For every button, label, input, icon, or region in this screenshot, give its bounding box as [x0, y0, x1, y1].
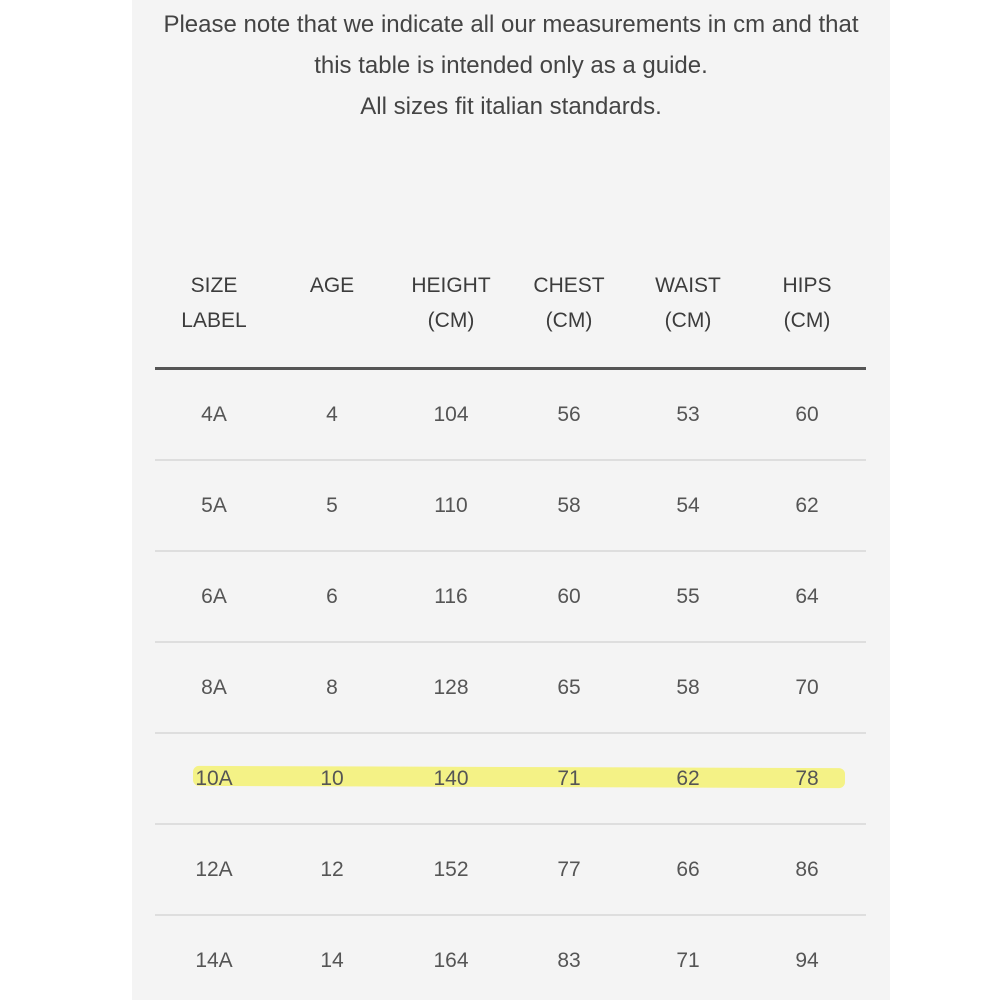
table-row [155, 643, 866, 734]
cell-size-label: 5A [201, 494, 227, 517]
cell-height: 116 [434, 585, 468, 608]
cell-waist: 53 [676, 403, 700, 426]
cell-hips: 62 [795, 494, 819, 517]
cell-height: 110 [434, 494, 468, 517]
cell-hips: 86 [795, 858, 819, 881]
header-waist: WAIST (CM) [655, 274, 721, 332]
cell-age: 8 [326, 676, 338, 699]
cell-hips: 78 [795, 767, 819, 790]
cell-size-label: 6A [201, 585, 227, 608]
header-hips: HIPS (CM) [782, 274, 832, 332]
table-row [155, 370, 866, 461]
table-row [155, 552, 866, 643]
header-height: HEIGHT (CM) [411, 274, 491, 332]
header-chest: CHEST (CM) [533, 274, 605, 332]
cell-size-label: 10A [195, 767, 233, 790]
cell-chest: 77 [557, 858, 581, 881]
cell-size-label: 4A [201, 403, 227, 426]
header-age: AGE [309, 274, 355, 297]
cell-hips: 70 [795, 676, 819, 699]
table-row [155, 461, 866, 552]
cell-size-label: 14A [195, 949, 233, 972]
cell-age: 6 [326, 585, 338, 608]
cell-waist: 55 [676, 585, 700, 608]
cell-size-label: 12A [195, 858, 233, 881]
cell-waist: 54 [676, 494, 700, 517]
cell-chest: 71 [557, 767, 581, 790]
table-header-row [155, 268, 866, 370]
cell-hips: 94 [795, 949, 819, 972]
cell-age: 12 [320, 858, 344, 881]
cell-age: 5 [326, 494, 338, 517]
cell-waist: 66 [676, 858, 700, 881]
cell-age: 14 [320, 949, 344, 972]
measurement-note [132, 4, 890, 127]
cell-chest: 65 [557, 676, 581, 699]
cell-waist: 62 [676, 767, 700, 790]
cell-hips: 64 [795, 585, 819, 608]
cell-age: 4 [326, 403, 338, 426]
size-chart-table [155, 268, 866, 1005]
cell-height: 152 [433, 858, 469, 881]
cell-chest: 58 [557, 494, 581, 517]
table-row [155, 825, 866, 916]
cell-height: 104 [433, 403, 469, 426]
cell-age: 10 [320, 767, 344, 790]
note-line-2: this table is intended only as a guide. [314, 52, 708, 79]
cell-chest: 83 [557, 949, 581, 972]
cell-chest: 60 [557, 585, 581, 608]
cell-hips: 60 [795, 403, 819, 426]
cell-waist: 58 [676, 676, 700, 699]
cell-height: 128 [433, 676, 469, 699]
cell-size-label: 8A [201, 676, 227, 699]
note-line-3: All sizes fit italian standards. [360, 93, 662, 120]
table-row [155, 916, 866, 1005]
note-line-1: Please note that we indicate all our measurements in cm and that [163, 11, 859, 38]
header-size-label: SIZE LABEL [181, 274, 247, 332]
cell-height: 164 [433, 949, 469, 972]
cell-height: 140 [433, 767, 469, 790]
table-row-highlighted [155, 734, 866, 825]
cell-chest: 56 [557, 403, 581, 426]
cell-waist: 71 [676, 949, 700, 972]
